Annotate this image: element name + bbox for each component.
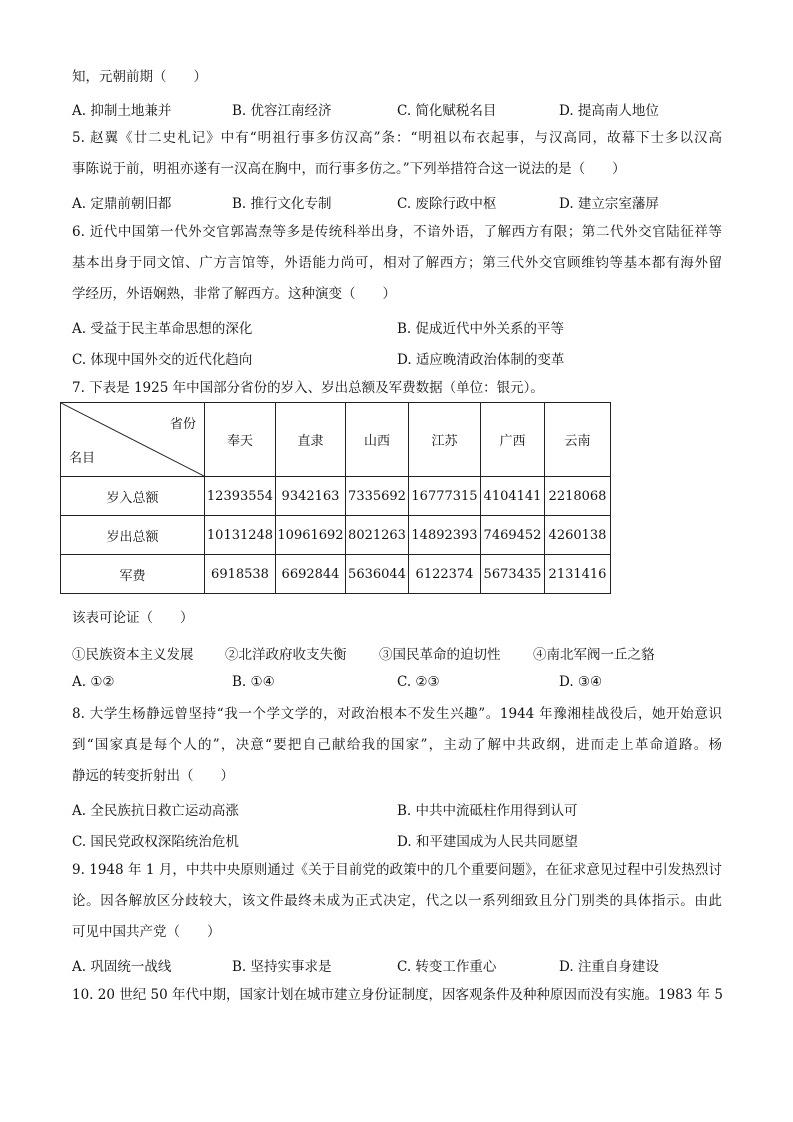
corner-label-province: 省份: [169, 417, 196, 432]
table-cell: 4104141: [481, 477, 545, 516]
q6-options: [72, 317, 722, 367]
table-header-cell: 直隶: [276, 403, 346, 477]
q6-option-d[interactable]: D. 适应晚清政治体制的变革: [397, 352, 565, 368]
row-label: 岁出总额: [61, 516, 205, 555]
q8-option-b[interactable]: B. 中共中流砥柱作用得到认可: [397, 803, 578, 819]
table-corner-cell: [61, 403, 205, 477]
q8-option-a[interactable]: A. 全民族抗日救亡运动高涨: [72, 803, 239, 819]
row-label: 军费: [61, 555, 205, 594]
table-cell: 10131248: [205, 516, 276, 555]
table-cell: 5673435: [481, 555, 545, 594]
q6-line-2: 基本出身于同文馆、广方言馆等，外语能力尚可，相对了解西方；第三代外交官顾维钧等基本都有海外留: [72, 255, 722, 271]
q7-options: [72, 674, 722, 692]
q7-statement-2: ②北洋政府收支失衡: [225, 647, 347, 663]
q5-option-d[interactable]: D. 建立宗室藩屏: [559, 196, 659, 212]
table-header-row: [61, 403, 611, 477]
q7-option-a[interactable]: A. ①②: [72, 674, 115, 690]
table-cell: 12393554: [205, 477, 276, 516]
q6-option-c[interactable]: C. 体现中国外交的近代化趋向: [72, 352, 253, 368]
q4-option-d[interactable]: D. 提高南人地位: [559, 103, 659, 119]
q9-option-d[interactable]: D. 注重自身建设: [559, 959, 659, 975]
q4-stem: 知，元朝前期（ ）: [72, 69, 207, 85]
q4-option-c[interactable]: C. 简化赋税名目: [397, 103, 497, 119]
table-cell: 6918538: [205, 555, 276, 594]
row-label: 岁入总额: [61, 477, 205, 516]
q5-option-a[interactable]: A. 定鼎前朝旧都: [72, 196, 172, 212]
q7-option-c[interactable]: C. ②③: [397, 674, 440, 690]
table-header-cell: 云南: [545, 403, 611, 477]
q10-line-1: 10. 20 世纪 50 年代中期，国家计划在城市建立身份证制度，因客观条件及种种原因而没有实施。1983 年 5: [72, 987, 724, 1003]
q9-line-2: 论。因各解放区分歧较大，该文件最终未成为正式决定，代之以一系列细致且分门别类的具体指示。由此: [72, 893, 722, 909]
corner-label-item: 名目: [69, 451, 96, 466]
table-row: [61, 555, 611, 594]
table-cell: 8021263: [346, 516, 409, 555]
q9-line-3: 可见中国共产党（ ）: [72, 924, 221, 940]
q9-option-b[interactable]: B. 坚持实事求是: [232, 959, 332, 975]
q5-options: [72, 192, 722, 210]
q7-data-table: [60, 402, 611, 594]
table-row: [61, 477, 611, 516]
table-cell: 7469452: [481, 516, 545, 555]
q5-line-1: 5. 赵翼《廿二史札记》中有“明祖行事多仿汉高”条：“明祖以布衣起事，与汉高同，故幕下士多以汉高: [72, 130, 722, 146]
q6-option-a[interactable]: A. 受益于民主革命思想的深化: [72, 321, 253, 337]
q6-option-b[interactable]: B. 促成近代中外关系的平等: [397, 321, 565, 337]
q9-options: [72, 955, 722, 973]
table-cell: 14892393: [409, 516, 481, 555]
q8-option-c[interactable]: C. 国民党政权深陷统治危机: [72, 834, 239, 850]
q6-line-3: 学经历，外语娴熟，非常了解西方。这种演变（ ）: [72, 286, 396, 302]
table-cell: 6692844: [276, 555, 346, 594]
q7-statement-3: ③国民革命的迫切性: [379, 647, 501, 663]
q7-statements: [72, 643, 722, 661]
q8-line-2: 到“国家真是每个人的”，决意“要把自己献给我的国家”，主动了解中共政纲，进而走上革命道路。杨: [72, 737, 722, 753]
q9-option-c[interactable]: C. 转变工作重心: [397, 959, 497, 975]
table-header-cell: 广西: [481, 403, 545, 477]
table-cell: 2218068: [545, 477, 611, 516]
table-cell: 2131416: [545, 555, 611, 594]
table-cell: 9342163: [276, 477, 346, 516]
q5-line-2: 事陈说于前，明祖亦遂有一汉高在胸中，而行事多仿之。”下列举措符合这一说法的是（ ）: [72, 161, 626, 177]
q5-option-c[interactable]: C. 废除行政中枢: [397, 196, 497, 212]
q8-line-3: 静远的转变折射出（ ）: [72, 768, 234, 784]
table-header-cell: 奉天: [205, 403, 276, 477]
q4-option-b[interactable]: B. 优容江南经济: [232, 103, 332, 119]
q8-options: [72, 799, 722, 849]
q7-option-b[interactable]: B. ①④: [232, 674, 275, 690]
q6-line-1: 6. 近代中国第一代外交官郭嵩焘等多是传统科举出身，不谙外语，了解西方有限；第二代外交官陆征祥等: [72, 224, 722, 240]
table-cell: 5636044: [346, 555, 409, 594]
q7-statement-4: ④南北军阀一丘之貉: [533, 647, 655, 663]
table-header-cell: 山西: [346, 403, 409, 477]
q7-option-d[interactable]: D. ③④: [559, 674, 603, 690]
table-row: [61, 516, 611, 555]
table-header-cell: 江苏: [409, 403, 481, 477]
q8-line-1: 8. 大学生杨静远曾坚持“我一个学文学的，对政治根本不发生兴趣”。1944 年豫湘桂战役后，她开始意识: [72, 706, 722, 722]
q7-question: 该表可论证（ ）: [72, 610, 194, 626]
q4-options: [72, 99, 722, 117]
q4-option-a[interactable]: A. 抑制土地兼并: [72, 103, 172, 119]
q7-stem: 7. 下表是 1925 年中国部分省份的岁入、岁出总额及军费数据（单位：银元）。: [72, 380, 544, 396]
table-cell: 4260138: [545, 516, 611, 555]
q9-line-1: 9. 1948 年 1 月，中共中央原则通过《关于目前党的政策中的几个重要问题》，在征求意见过程中引发热烈讨: [72, 862, 722, 878]
table-cell: 16777315: [409, 477, 481, 516]
table-cell: 10961692: [276, 516, 346, 555]
table-cell: 6122374: [409, 555, 481, 594]
q5-option-b[interactable]: B. 推行文化专制: [232, 196, 332, 212]
table-cell: 7335692: [346, 477, 409, 516]
q9-option-a[interactable]: A. 巩固统一战线: [72, 959, 172, 975]
q8-option-d[interactable]: D. 和平建国成为人民共同愿望: [397, 834, 578, 850]
q7-statement-1: ①民族资本主义发展: [72, 647, 194, 663]
